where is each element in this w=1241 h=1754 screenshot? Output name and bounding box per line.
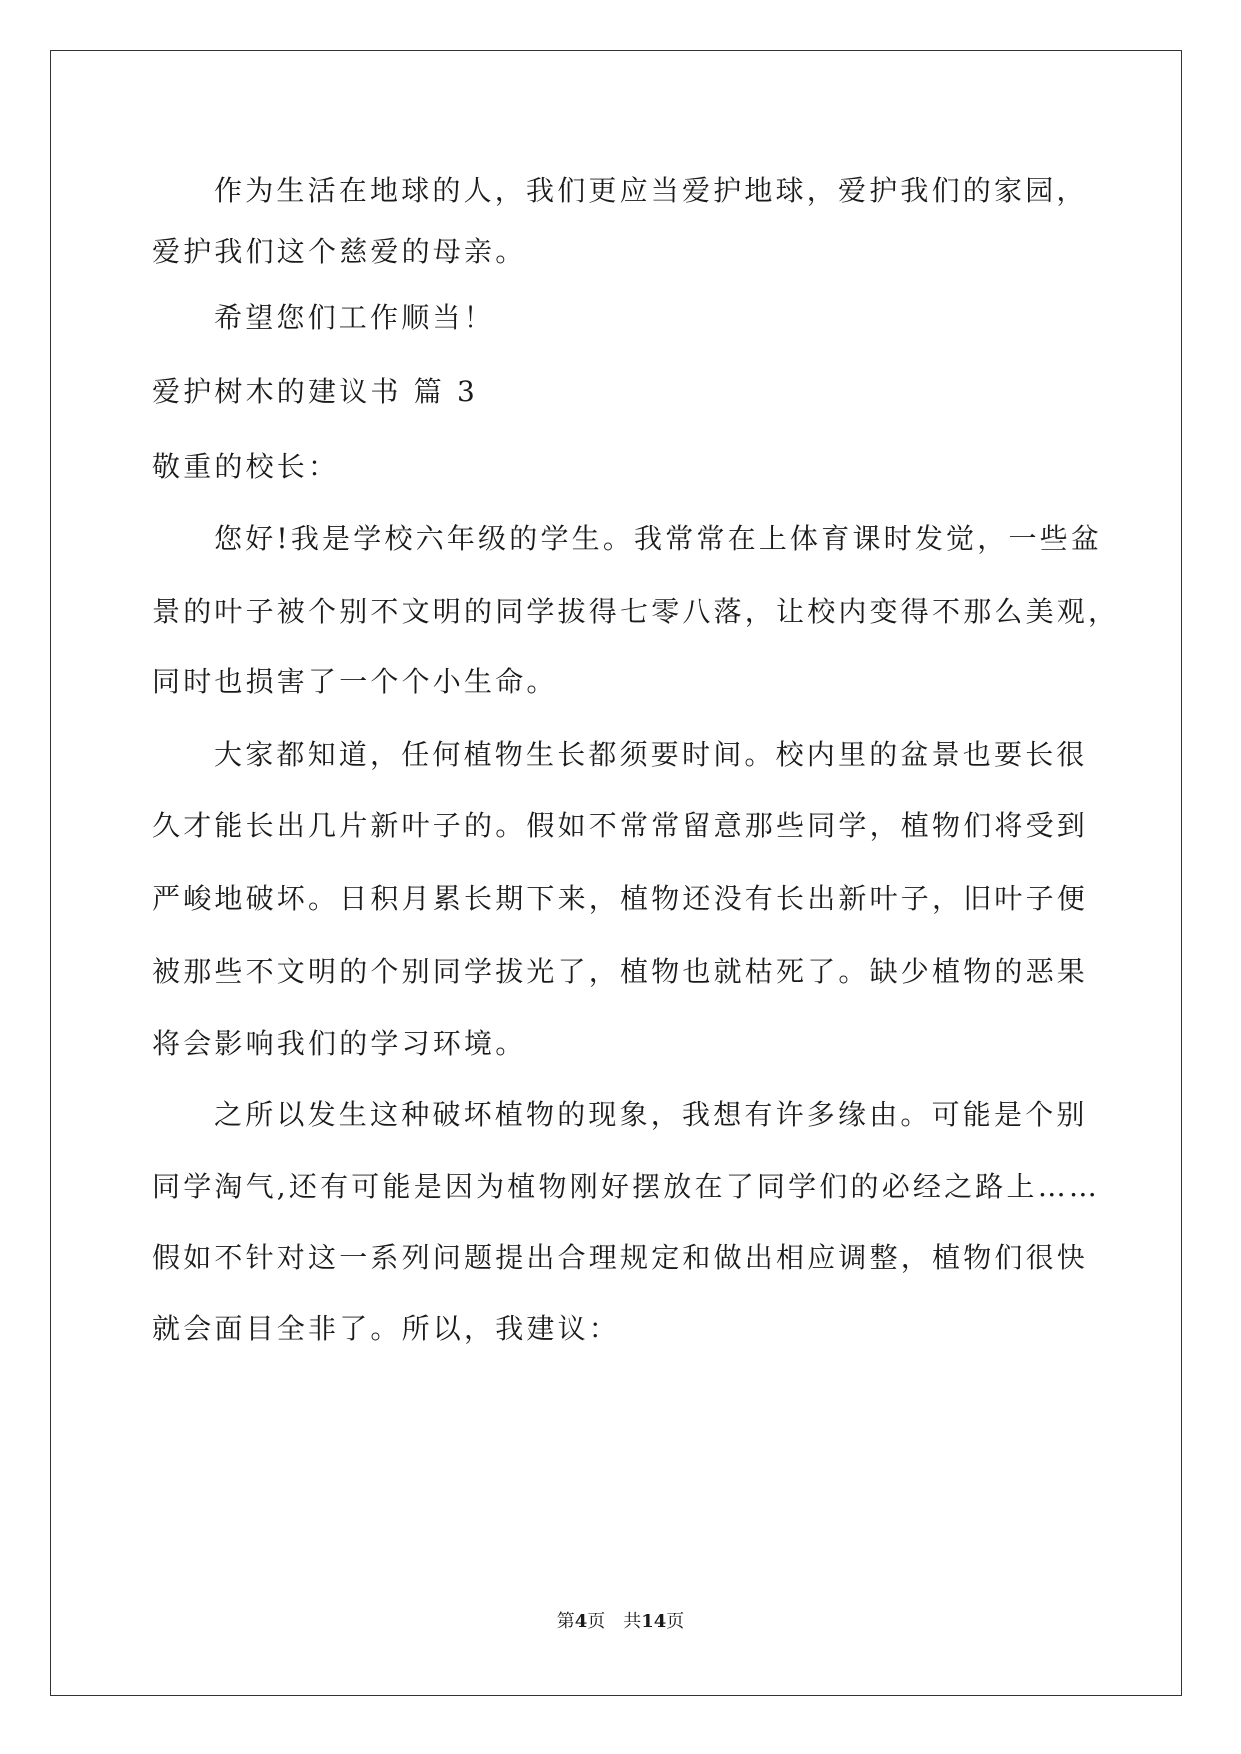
paragraph-6-line-2: 久才能长出几片新叶子的。假如不常常留意那些同学，植物们将受到 [152, 809, 1089, 842]
paragraph-5-line-1: 您好!我是学校六年级的学生。我常常在上体育课时发觉，一些盆 [214, 522, 1103, 555]
paragraph-7-line-4: 就会面目全非了。所以，我建议： [152, 1312, 621, 1345]
paragraph-6-line-1: 大家都知道，任何植物生长都须要时间。校内里的盆景也要长很 [214, 738, 1088, 771]
page-border [50, 50, 1182, 1696]
paragraph-6-line-3: 严峻地破坏。日积月累长期下来，植物还没有长出新叶子，旧叶子便 [152, 882, 1089, 915]
footer-page-prefix: 第 [556, 1611, 575, 1632]
paragraph-2-line-1: 希望您们工作顺当！ [214, 301, 495, 334]
paragraph-5-line-2: 景的叶子被个别不文明的同学拔得七零八落，让校内变得不那么美观， [152, 595, 1120, 628]
paragraph-6-line-5: 将会影响我们的学习环境。 [152, 1027, 527, 1060]
paragraph-1-line-1: 作为生活在地球的人，我们更应当爱护地球，爱护我们的家园， [214, 174, 1088, 207]
footer-total-suffix: 页 [666, 1611, 685, 1632]
section-heading: 爱护树木的建议书 篇 3 [152, 375, 479, 408]
paragraph-5-line-3: 同时也损害了一个个小生命。 [152, 665, 558, 698]
paragraph-7-line-2: 同学淘气,还有可能是因为植物刚好摆放在了同学们的必经之路上…… [152, 1170, 1101, 1203]
paragraph-1-line-2: 爱护我们这个慈爱的母亲。 [152, 235, 527, 268]
footer-page-number: 4 [574, 1611, 588, 1632]
page-footer [0, 1610, 1241, 1634]
footer-total-prefix: 共 [623, 1611, 642, 1632]
footer-page-suffix: 页 [587, 1611, 606, 1632]
paragraph-7-line-1: 之所以发生这种破坏植物的现象，我想有许多缘由。可能是个别 [214, 1098, 1088, 1131]
paragraph-7-line-3: 假如不针对这一系列问题提出合理规定和做出相应调整，植物们很快 [152, 1241, 1089, 1274]
paragraph-6-line-4: 被那些不文明的个别同学拔光了，植物也就枯死了。缺少植物的恶果 [152, 955, 1089, 988]
footer-total-pages: 14 [641, 1611, 667, 1632]
salutation: 敬重的校长： [152, 450, 340, 483]
